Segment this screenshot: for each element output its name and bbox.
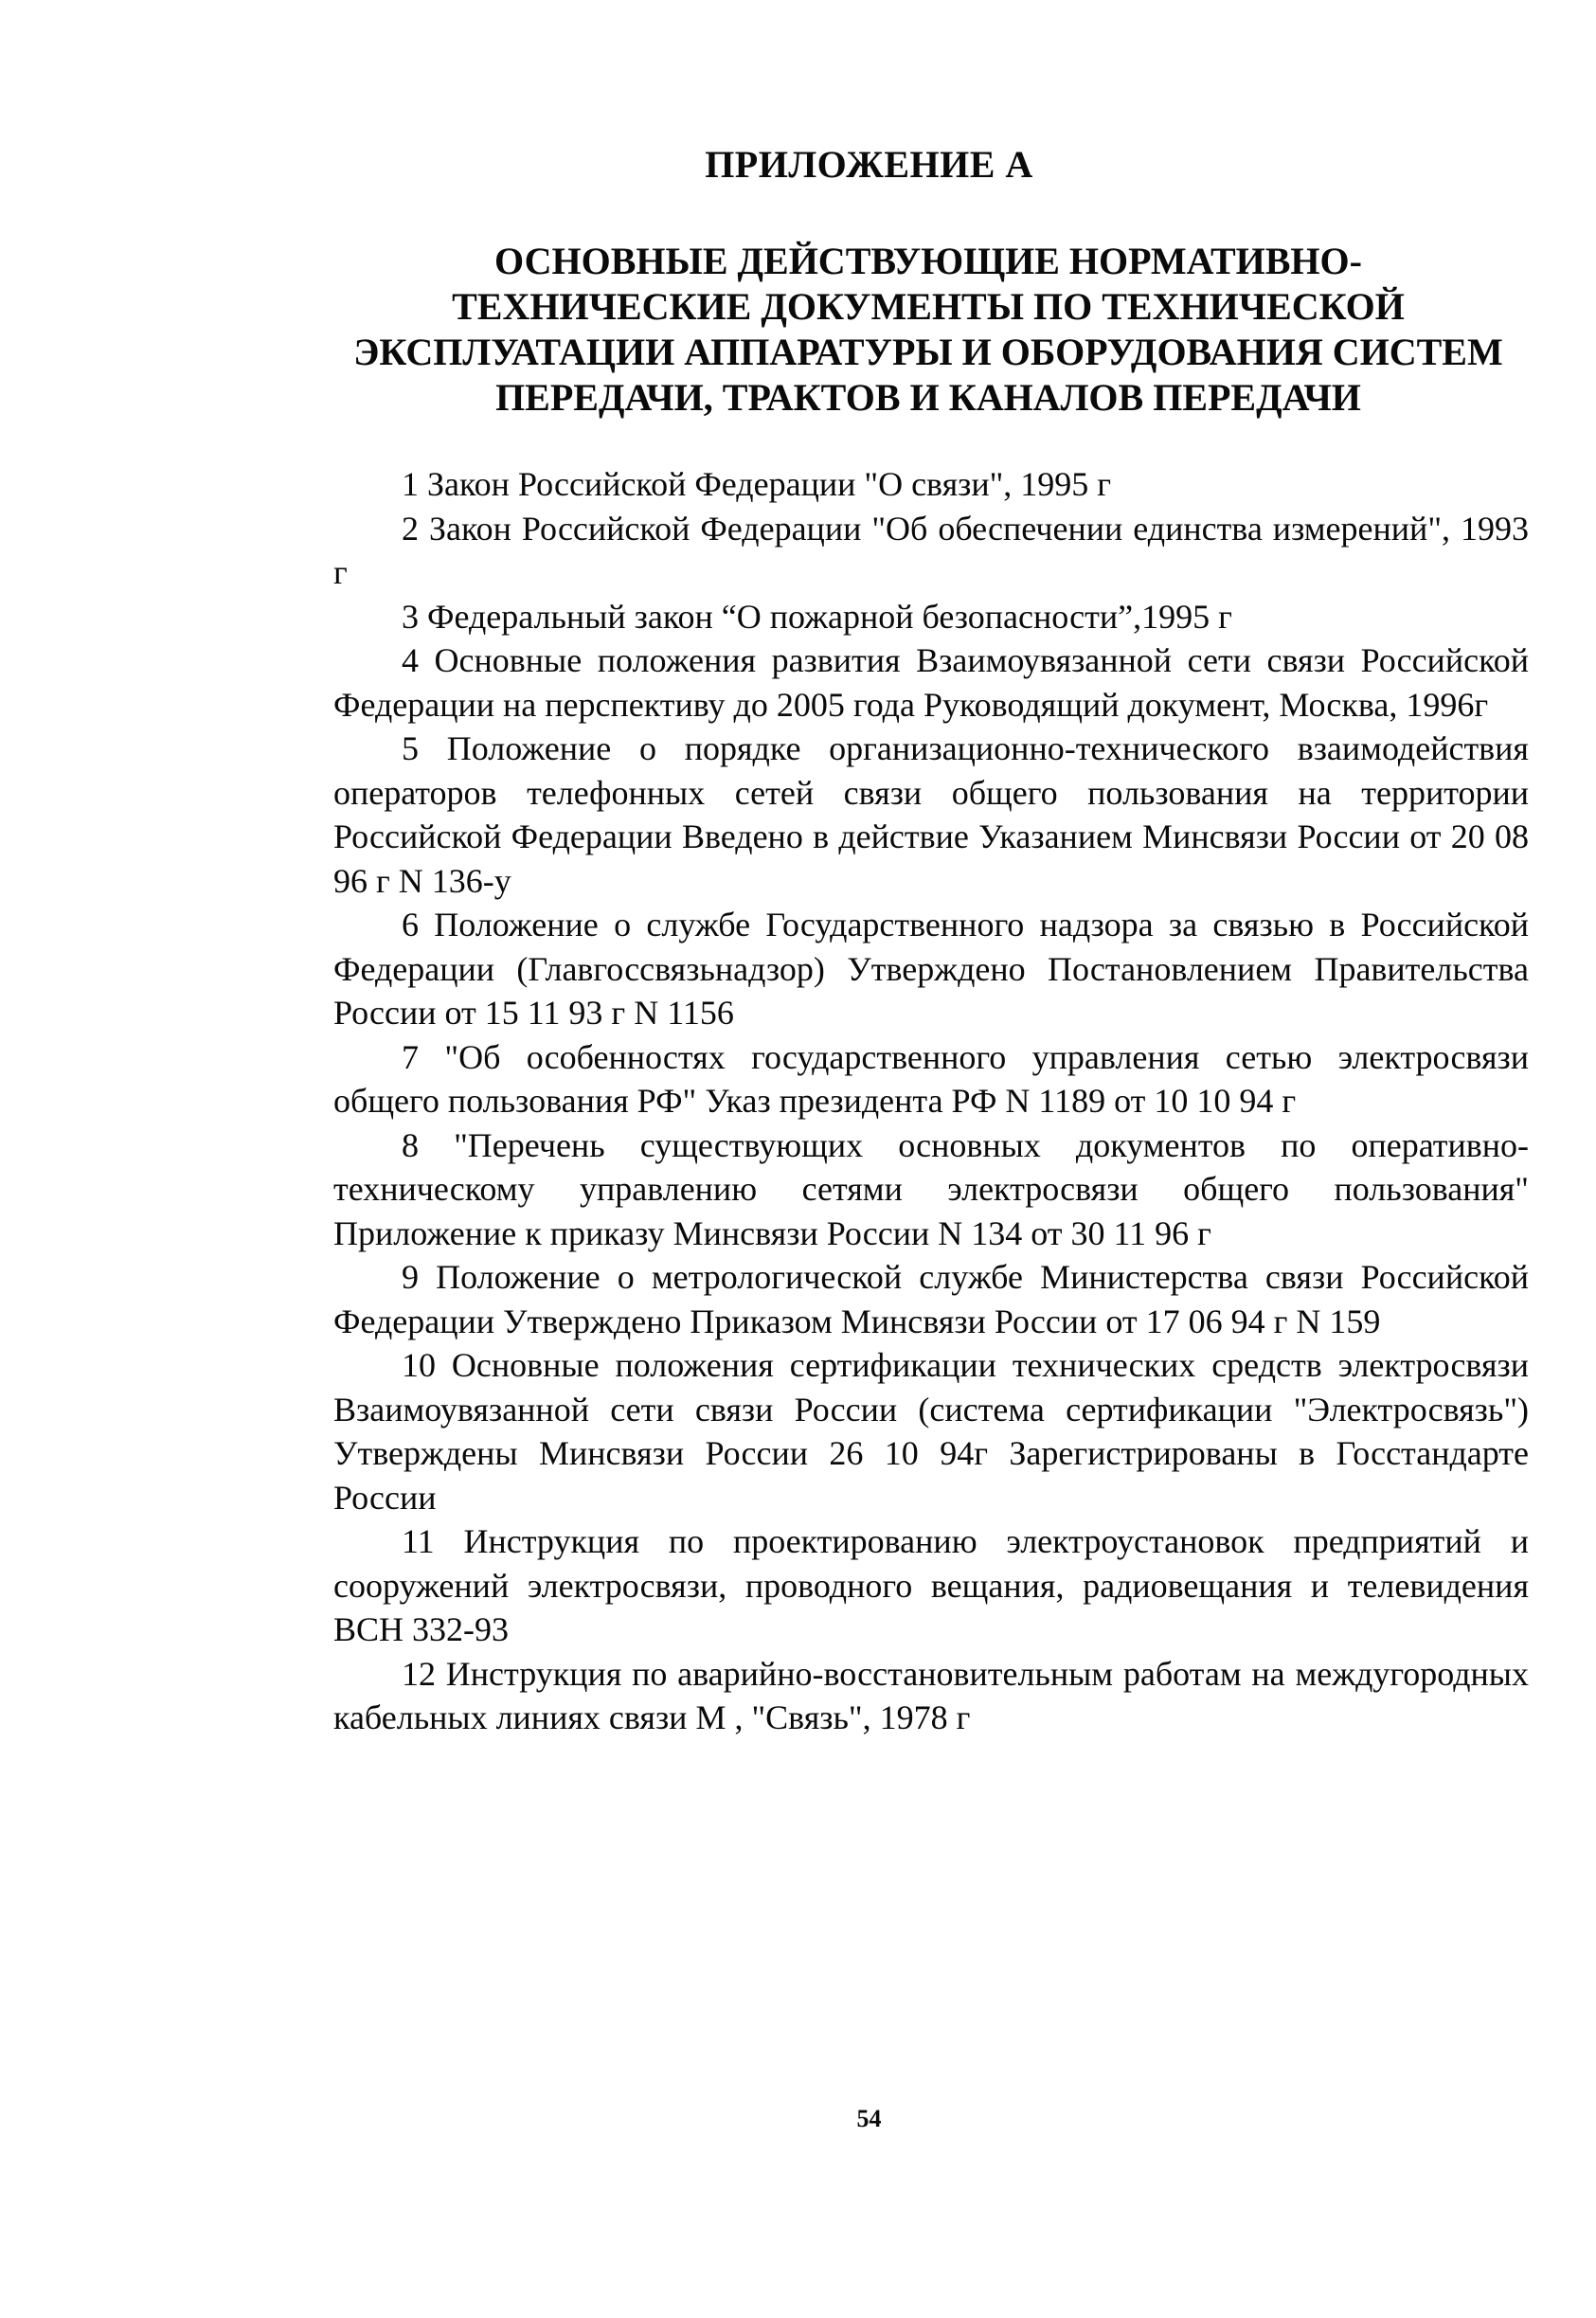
list-item: 3 Федеральный закон “О пожарной безопасности”,1995 г [402, 597, 1232, 636]
list-item: 9 Положение о метрологической службе Министерства связи Российской Федерации Утверждено Приказом Минсвязи России от 17 06 94 г N 159 [333, 1258, 1529, 1340]
heading-line: ЭКСПЛУАТАЦИИ АППАРАТУРЫ И ОБОРУДОВАНИЯ СИСТЕМ [353, 331, 1503, 373]
list-item: 5 Положение о порядке организационно-технического взаимодействия операторов телефонных сетей связи общего пользования на территории Российской Федерации Введено в действие Указанием Минсвязи России от 20 08 96 г N 136-у [333, 729, 1529, 900]
list-item: 12 Инструкция по аварийно-восстановительным работам на междугородных кабельных линиях связи М , "Связь", 1978 г [333, 1654, 1529, 1736]
heading-line: ПЕРЕДАЧИ, ТРАКТОВ И КАНАЛОВ ПЕРЕДАЧИ [495, 376, 1361, 419]
list-item: 2 Закон Российской Федерации "Об обеспечении единства измерений", 1993 г [333, 509, 1529, 591]
document-list [333, 462, 1529, 1740]
list-item: 6 Положение о службе Государственного надзора за связью в Российской Федерации (Главгоссвязьнадзор) Утверждено Постановлением Правительства России от 15 11 93 г N 1156 [333, 906, 1529, 1032]
page-number: 54 [856, 2105, 882, 2132]
list-item: 1 Закон Российской Федерации "О связи", 1995 г [402, 465, 1112, 503]
list-item: 4 Основные положения развития Взаимоувязанной сети связи Российской Федерации на перспективу до 2005 года Руководящий документ, Москва, 1996г [333, 641, 1529, 724]
heading-line: ТЕХНИЧЕСКИЕ ДОКУМЕНТЫ ПО ТЕХНИЧЕСКОЙ [452, 285, 1405, 328]
appendix-title: ПРИЛОЖЕНИЕ А [705, 143, 1033, 186]
list-item: 8 "Перечень существующих основных документов по оперативно-техническому управлению сетями электросвязи общего пользования" Приложение к приказу Минсвязи России N 134 от 30 11 96 г [333, 1125, 1529, 1252]
document-heading [313, 239, 1544, 421]
list-item: 7 "Об особенностях государственного управления сетью электросвязи общего пользования РФ" Указ президента РФ N 1189 от 10 10 94 г [333, 1037, 1529, 1120]
list-item: 10 Основные положения сертификации технических средств электросвязи Взаимоувязанной сети связи России (система сертификации "Электросвязь") Утверждены Минсвязи России 26 10 94г Зарегистрированы в Госстандарте России [333, 1346, 1529, 1517]
list-item: 11 Инструкция по проектированию электроустановок предприятий и сооружений электросвязи, проводного вещания, радиовещания и телевидения ВСН 332-93 [333, 1522, 1529, 1648]
heading-line: ОСНОВНЫЕ ДЕЙСТВУЮЩИЕ НОРМАТИВНО- [494, 240, 1362, 282]
